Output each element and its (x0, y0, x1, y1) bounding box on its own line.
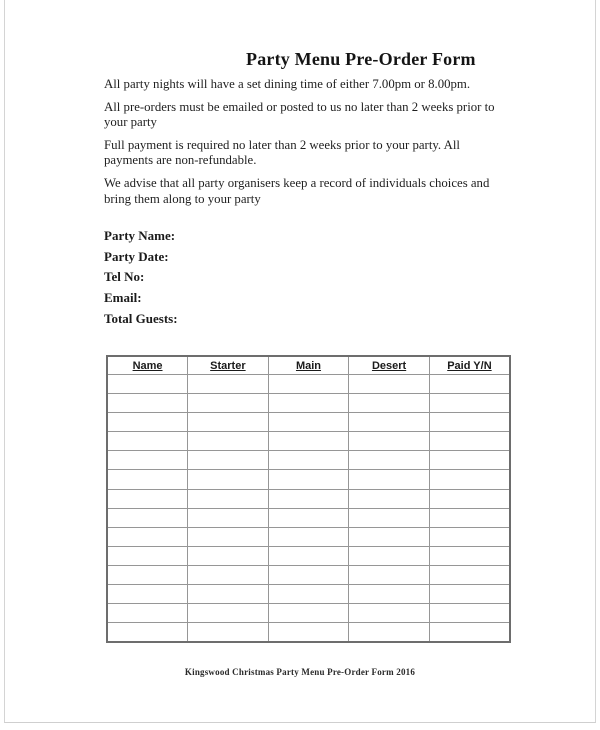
table-row (107, 451, 510, 470)
table-cell (107, 470, 188, 489)
column-header-desert: Desert (349, 356, 430, 375)
table-cell (429, 432, 510, 451)
table-cell (349, 451, 430, 470)
table-row (107, 546, 510, 565)
table-cell (188, 527, 269, 546)
table-cell (429, 451, 510, 470)
table-cell (268, 527, 349, 546)
table-cell (107, 413, 188, 432)
table-row (107, 489, 510, 508)
paragraph-preorder-deadline: All pre-orders must be emailed or posted to us no later than 2 weeks prior to your party (104, 99, 495, 130)
table-cell (349, 565, 430, 584)
column-header-main: Main (268, 356, 349, 375)
field-label-email: Email: (104, 290, 142, 306)
table-cell (188, 413, 269, 432)
table-cell (429, 565, 510, 584)
table-cell (188, 565, 269, 584)
paragraph-payment-policy: Full payment is required no later than 2 weeks prior to your party. All payments are non-refundable. (104, 137, 460, 168)
table-row (107, 623, 510, 643)
table-cell (349, 585, 430, 604)
table-cell (429, 527, 510, 546)
table-cell (188, 508, 269, 527)
table-row (107, 585, 510, 604)
table-row (107, 394, 510, 413)
table-cell (188, 394, 269, 413)
table-row (107, 432, 510, 451)
table-cell (268, 508, 349, 527)
table-cell (268, 604, 349, 623)
page-title: Party Menu Pre-Order Form (246, 49, 476, 69)
table-cell (268, 623, 349, 643)
table-row (107, 508, 510, 527)
table-cell (349, 604, 430, 623)
table-row (107, 470, 510, 489)
table-cell (349, 470, 430, 489)
field-label-party-name: Party Name: (104, 228, 176, 243)
table-cell (188, 470, 269, 489)
table-row (107, 527, 510, 546)
table-header-row (107, 356, 510, 375)
table-cell (268, 585, 349, 604)
table-cell (107, 565, 188, 584)
table-cell (429, 375, 510, 394)
column-header-name: Name (107, 356, 188, 375)
table-cell (268, 432, 349, 451)
table-cell (107, 508, 188, 527)
table-cell (268, 413, 349, 432)
column-header-starter: Starter (188, 356, 269, 375)
table-cell (268, 565, 349, 584)
table-cell (268, 489, 349, 508)
table-cell (349, 527, 430, 546)
table-cell (349, 432, 430, 451)
intro-paragraphs (104, 77, 506, 214)
table-cell (188, 546, 269, 565)
paragraph-dining-time: All party nights will have a set dining time of either 7.00pm or 8.00pm. (104, 77, 471, 91)
table-cell (429, 508, 510, 527)
table-cell (268, 394, 349, 413)
field-label-total-guests: Total Guests: (104, 310, 178, 326)
table-cell (107, 375, 188, 394)
table-cell (107, 394, 188, 413)
table-cell (268, 546, 349, 565)
table-cell (349, 546, 430, 565)
table-cell (107, 489, 188, 508)
table-cell (188, 623, 269, 643)
table-cell (429, 585, 510, 604)
table-cell (188, 375, 269, 394)
table-cell (268, 470, 349, 489)
table-cell (107, 432, 188, 451)
table-cell (107, 585, 188, 604)
field-label-tel-no: Tel No: (104, 269, 145, 285)
table-row (107, 413, 510, 432)
table-cell (429, 470, 510, 489)
table-cell (349, 394, 430, 413)
table-cell (188, 432, 269, 451)
table-row (107, 565, 510, 584)
table-cell (429, 546, 510, 565)
table-cell (349, 623, 430, 643)
table-cell (188, 489, 269, 508)
table-cell (107, 527, 188, 546)
form-fields (104, 226, 178, 330)
table-cell (429, 604, 510, 623)
table-cell (107, 546, 188, 565)
table-row (107, 375, 510, 394)
column-header-paid: Paid Y/N (429, 356, 510, 375)
table-cell (349, 508, 430, 527)
guest-order-table (106, 355, 511, 643)
table-cell (188, 604, 269, 623)
table-cell (188, 585, 269, 604)
table-cell (429, 489, 510, 508)
table-cell (188, 451, 269, 470)
footer-text: Kingswood Christmas Party Menu Pre-Order Form 2016 (184, 667, 416, 677)
paragraph-organiser-advice: We advise that all party organisers keep a record of individuals choices and bring them along to your party (104, 175, 490, 206)
field-label-party-date: Party Date: (104, 248, 169, 264)
table-cell (107, 604, 188, 623)
table-cell (107, 623, 188, 643)
table-cell (429, 413, 510, 432)
table-row (107, 604, 510, 623)
table-cell (349, 413, 430, 432)
table-cell (349, 375, 430, 394)
table-cell (349, 489, 430, 508)
table-cell (107, 451, 188, 470)
table-cell (268, 451, 349, 470)
table-cell (268, 375, 349, 394)
document-page (4, 0, 596, 723)
table-cell (429, 394, 510, 413)
table-cell (429, 623, 510, 643)
